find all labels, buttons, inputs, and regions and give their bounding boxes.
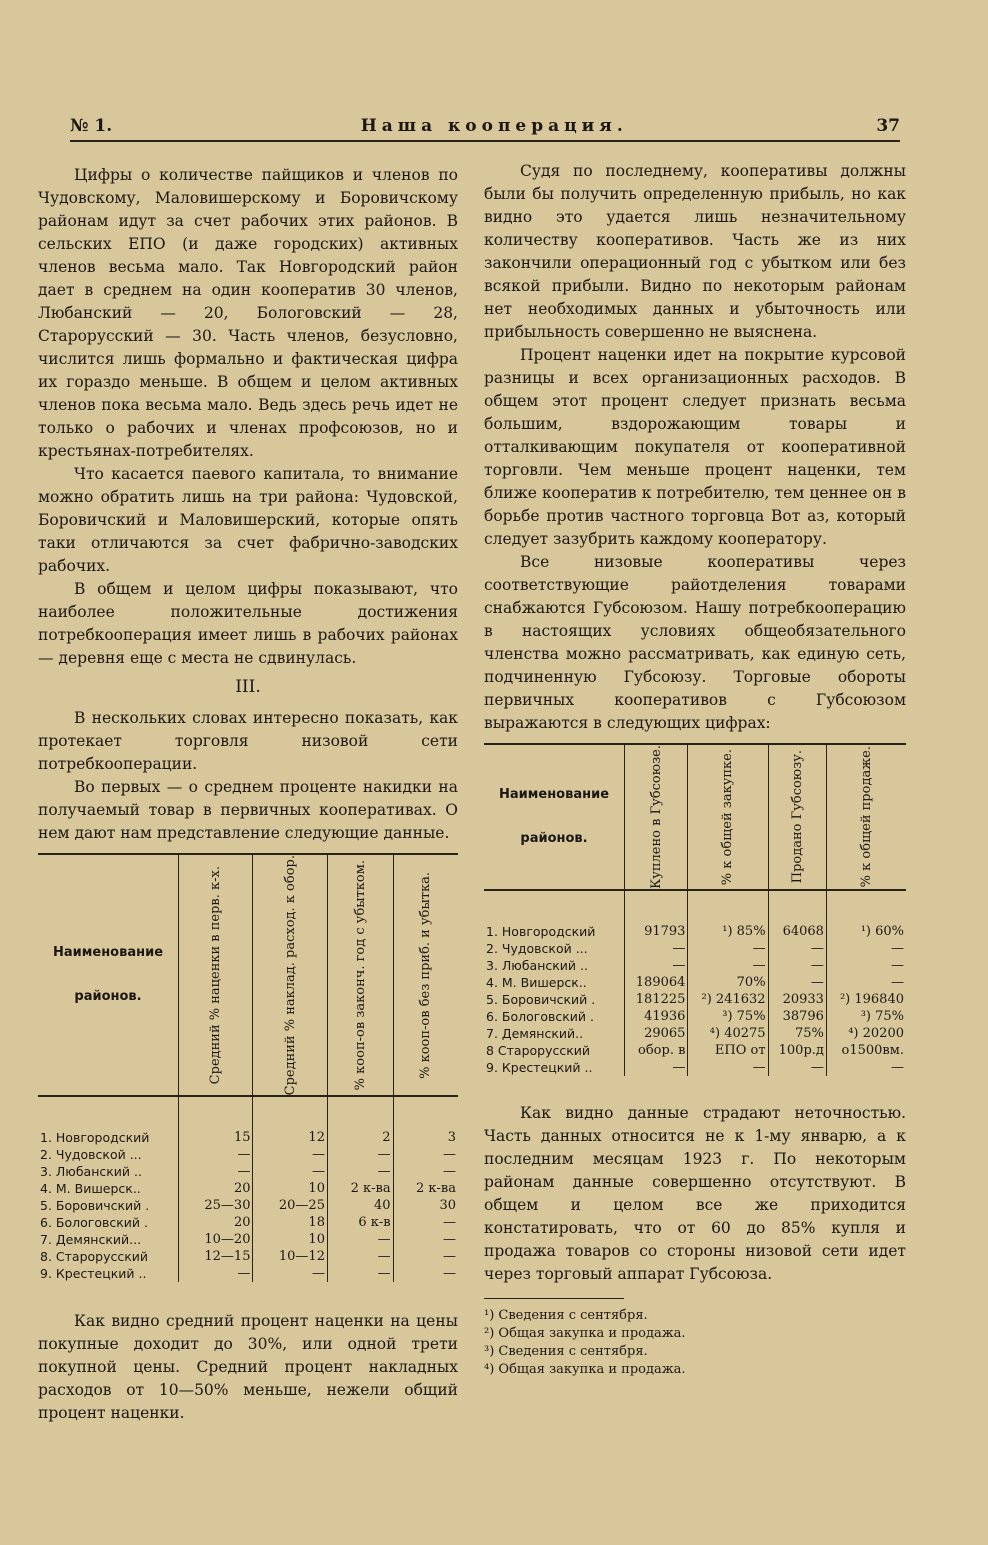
paragraph: Судя по последнему, кооперативы должны были бы получить определенную прибыль, но как видно это удается лишь незначительному количеству кооперативов. Часть же из них закончили операционный год с убытком или без всякой прибыли. Видно по некоторым районам нет необходимых данных и убыточность или прибыльность совершенно не выяснена. (484, 162, 906, 341)
table-row: 2. Чудовской ... — — — — (40, 1147, 456, 1163)
right-column (484, 160, 906, 1379)
table-row: 8. Старорусский 12—15 10—12 — — (40, 1249, 456, 1265)
table-header-cell: Продано Губсоюзу. (768, 744, 826, 890)
table-row: 4. М. Вишерск.. 189064 70% — — (486, 974, 904, 990)
table-header-cell: % к общей продаже. (826, 744, 906, 890)
table-row: 8 Старорусский обор. в ЕПО от 100р.д о1500вм. (486, 1042, 904, 1058)
left-column (38, 164, 458, 1425)
section-heading: III. (235, 677, 261, 697)
footnote: ⁴) Общая закупка и продажа. (484, 1361, 686, 1377)
paragraph: Как видно данные страдают неточностью. Часть данных относится не к 1-му январю, а к последним месяцам 1923 г. По некоторым районам данные совершенно отсутствуют. В общем и целом все же приходится констатировать, что от 60 до 85% купля и продажа товаров со стороны низовой сети идет через торговый аппарат Губсоюза. (484, 1103, 906, 1283)
paragraph: Во первых — о среднем проценте накидки на получаемый товар в первичных кооперативах. О нем дают нам представление следующие данные. (38, 778, 458, 842)
paragraph: Как видно средний процент наценки на цены покупные доходит до 30%, или одной трети покупной цены. Средний процент накладных расходов от 10—50% меньше, нежели общий процент наценки. (38, 1312, 458, 1423)
table-header-cell: Средний % наценки в перв. к-х. (179, 854, 253, 1096)
table-header-cell: Наименование районов. (52, 945, 164, 1005)
table-row: 7. Демянский.. 29065 ⁴) 40275 75% ⁴) 20200 (486, 1025, 904, 1041)
issue-number: № 1. (70, 116, 113, 136)
table-row: 2. Чудовской ... — — — — (486, 940, 904, 956)
journal-title: Наша кооперация. (360, 116, 628, 136)
table-row: 9. Крестецкий .. — — — — (486, 1059, 904, 1075)
table-header-cell: Средний % наклад. расход. к обор. (253, 854, 327, 1096)
table-row: 9. Крестецкий .. — — — — (40, 1266, 456, 1282)
paragraph: В общем и целом цифры показывают, что наиболее положительные достижения потребкооперация имеет лишь в рабочих районах — деревня еще с места не сдвинулась. (38, 580, 458, 667)
table-row: 3. Любанский .. — — — — (486, 957, 904, 973)
table-row: 4. М. Вишерск.. 20 10 2 к-ва 2 к-ва (40, 1181, 456, 1197)
footnotes (484, 1298, 686, 1379)
footnote: ²) Общая закупка и продажа. (484, 1325, 686, 1341)
table-row: 1. Новгородский 15 12 2 3 (40, 1130, 456, 1146)
table-row: 3. Любанский .. — — — — (40, 1164, 456, 1180)
table-header-cell: % кооп-ов без приб. и убытка. (393, 854, 458, 1096)
markup-table (38, 853, 458, 1282)
table-row: 6. Бологовский . 41936 ³) 75% 38796 ³) 75% (486, 1008, 904, 1024)
table-header-cell: Куплено в Губсоюзе. (625, 744, 688, 890)
paragraph: Что касается паевого капитала, то внимание можно обратить лишь на три района: Чудовской, Боровичский и Маловишерский, которые опять таки отличаются за счет фабрично-заводских рабочих. (38, 465, 458, 575)
table-row: 7. Демянский... 10—20 10 — — (40, 1232, 456, 1248)
table-row: 5. Боровичский . 25—30 20—25 40 30 (40, 1198, 456, 1214)
paragraph: Процент наценки идет на покрытие курсовой разницы и всех организационных расходов. В общем этот процент следует признать весьма большим, вздорожающим товары и отталкивающим покупателя от кооперативной торговли. Чем меньше процент наценки, тем ближе кооператив к потребителю, тем ценнее он в борьбе против частного торговца Вот аз, который следует зазубрить каждому кооператору. (484, 346, 906, 548)
footnote: ³) Сведения с сентября. (484, 1343, 648, 1359)
table-row: 1. Новгородский 91793 ¹) 85% 64068 ¹) 60% (486, 923, 904, 939)
table-header-cell: % к общей закупке. (688, 744, 768, 890)
table-row: 6. Бологовский . 20 18 6 к-в — (40, 1215, 456, 1231)
paragraph: Цифры о количестве пайщиков и членов по Чудовскому, Маловишерскому и Боровичскому районам идут за счет рабочих этих районов. В сельских ЕПО (и даже городских) активных членов весьма мало. Так Новгородский район дает в среднем на один кооператив 30 членов, Любанский — 20, Бологовский — 28, Старорусский — 30. Часть членов, безусловно, числится лишь формально и фактическая цифра их гораздо меньше. В общем и целом активных членов пока весьма мало. Ведь здесь речь идет не только о рабочих и членах профсоюзов, но и крестьянах-потребителях. (38, 166, 458, 460)
footnote: ¹) Сведения с сентября. (484, 1307, 648, 1323)
table-row: 5. Боровичский . 181225 ²) 241632 20933 ²) 196840 (486, 991, 904, 1007)
paragraph: Все низовые кооперативы через соответствующие райотделения товарами снабжаются Губсоюзом. Нашу потребкооперацию в настоящих условиях общеобязательного членства можно рассматривать, как единую сеть, подчиненную Губсоюзу. Торговые обороты первичных кооперативов с Губсоюзом выражаются в следующих цифрах: (484, 553, 906, 732)
page-number: 37 (876, 116, 900, 136)
running-header (70, 108, 900, 142)
table-header-cell: Наименование районов. (498, 786, 610, 846)
paragraph: В нескольких словах интересно показать, как протекает торговля низовой сети потребкооперации. (38, 709, 458, 773)
turnover-table (484, 743, 906, 1076)
table-header-cell: % кооп-ов законч. год с убытком. (327, 854, 393, 1096)
